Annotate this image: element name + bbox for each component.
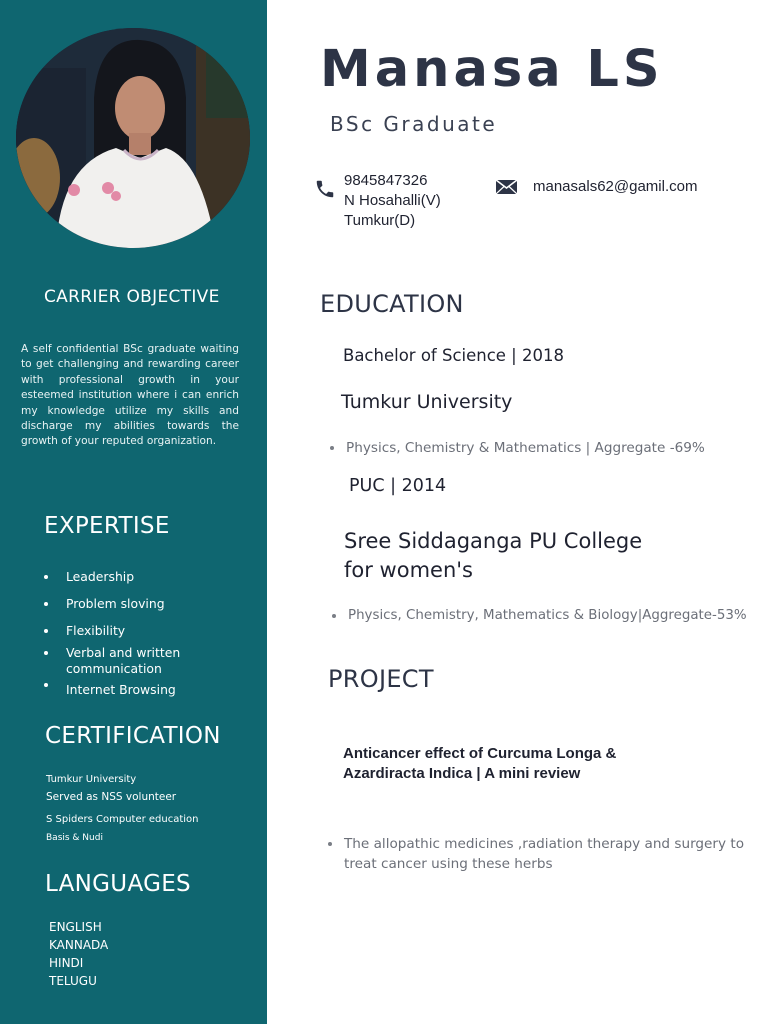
email-address: manasals62@gamil.com bbox=[533, 178, 698, 195]
languages-heading: LANGUAGES bbox=[45, 871, 191, 897]
certification-item: Served as NSS volunteer bbox=[46, 791, 177, 803]
list-item: Verbal and written communication bbox=[44, 645, 216, 677]
list-item: Physics, Chemistry, Mathematics & Biology|Aggregate-53% bbox=[332, 606, 762, 626]
profile-photo bbox=[16, 28, 250, 248]
certification-item: Basis & Nudi bbox=[46, 833, 103, 843]
expertise-heading: EXPERTISE bbox=[44, 513, 170, 539]
objective-text: A self confidential BSc graduate waiting to get challenging and rewarding career with professional growth in your esteemed institution where i can enrich my knowledge utilize my skills and discharge my abilities towards the growth of your reputed organization. bbox=[21, 343, 239, 448]
list-item: ENGLISH bbox=[49, 920, 102, 934]
degree-line: Bachelor of Science | 2018 bbox=[343, 346, 564, 365]
list-item: Leadership bbox=[44, 569, 216, 585]
person-icon bbox=[16, 28, 250, 248]
project-title: Anticancer effect of Curcuma Longa & Azardiracta Indica | A mini review bbox=[343, 745, 617, 782]
list-item: The allopathic medicines ,radiation therapy and surgery to treat cancer using these herbs bbox=[328, 834, 760, 874]
certification-item: S Spiders Computer education bbox=[46, 814, 199, 825]
candidate-name: Manasa LS bbox=[320, 40, 664, 99]
bullet-icon bbox=[328, 842, 332, 846]
institution-name: Sree Siddaganga PU College bbox=[344, 529, 643, 553]
project-heading: PROJECT bbox=[328, 665, 434, 693]
list-item: HINDI bbox=[49, 956, 84, 970]
list-item: KANNADA bbox=[49, 938, 109, 952]
bullet-icon bbox=[44, 602, 48, 606]
certification-heading: CERTIFICATION bbox=[45, 723, 221, 749]
bullet-icon bbox=[44, 683, 48, 687]
degree-line: PUC | 2014 bbox=[349, 476, 447, 496]
institution-name: for women's bbox=[344, 558, 473, 582]
phone-icon bbox=[314, 178, 336, 200]
bullet-icon bbox=[44, 629, 48, 633]
institution-name: Tumkur University bbox=[341, 391, 513, 413]
list-item: Physics, Chemistry & Mathematics | Aggregate -69% bbox=[330, 438, 760, 458]
phone-number: 9845847326 bbox=[344, 172, 428, 189]
address-line: Tumkur(D) bbox=[344, 212, 416, 229]
languages-list bbox=[49, 918, 108, 990]
list-item: Problem sloving bbox=[44, 596, 216, 612]
address-line: N Hosahalli(V) bbox=[344, 192, 441, 209]
education-heading: EDUCATION bbox=[320, 290, 464, 318]
list-item: TELUGU bbox=[49, 974, 97, 988]
list-item: Flexibility bbox=[44, 623, 216, 639]
certification-item: Tumkur University bbox=[46, 774, 137, 785]
objective-heading: CARRIER OBJECTIVE bbox=[44, 287, 220, 307]
list-item: Internet Browsing bbox=[44, 682, 216, 698]
bullet-icon bbox=[330, 446, 334, 450]
bullet-icon bbox=[44, 651, 48, 655]
candidate-title: BSc Graduate bbox=[330, 112, 498, 136]
bullet-icon bbox=[44, 575, 48, 579]
email-icon bbox=[496, 180, 517, 194]
sidebar bbox=[0, 0, 267, 1024]
bullet-icon bbox=[332, 614, 336, 618]
